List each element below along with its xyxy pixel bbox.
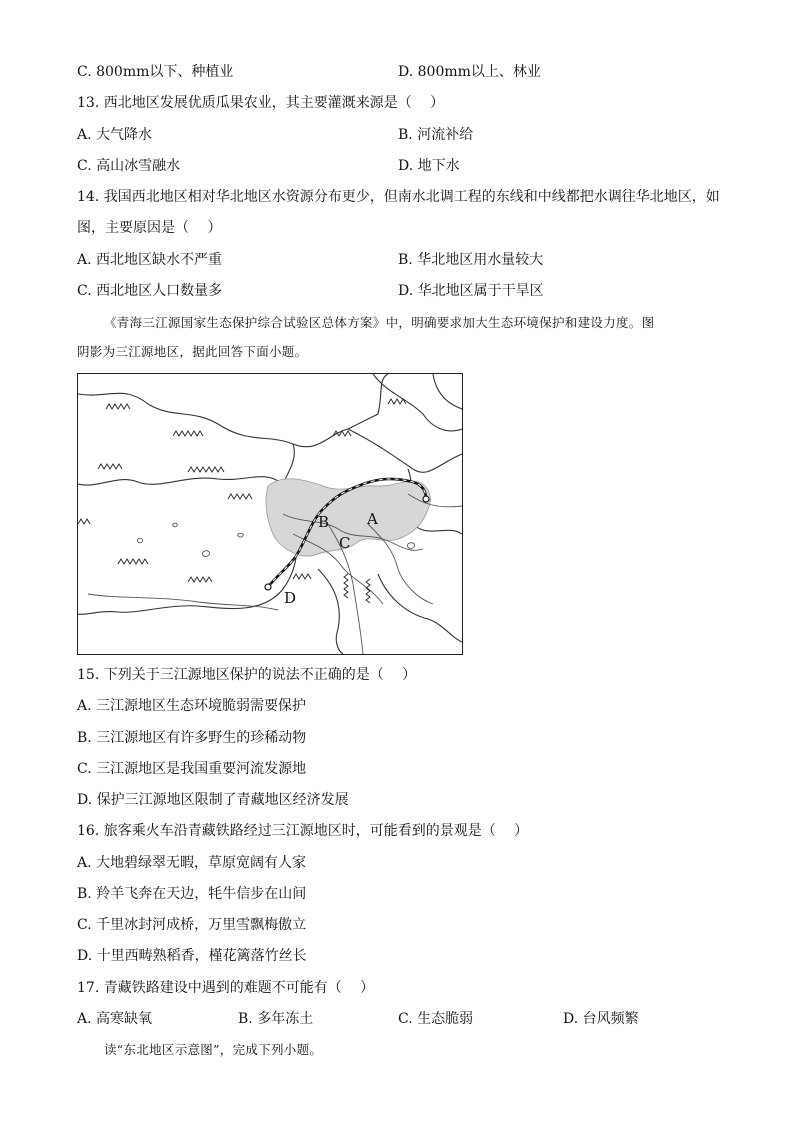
q13-stem: 13. 西北地区发展优质瓜果农业，其主要灌溉来源是（ ） — [77, 95, 445, 111]
q15-option-b: B. 三江源地区有许多野生的珍稀动物 — [77, 730, 307, 746]
q17-option-b: B. 多年冻土 — [238, 1011, 314, 1027]
q14-option-c: C. 西北地区人口数量多 — [77, 283, 223, 299]
q17-option-d: D. 台风频繁 — [563, 1011, 639, 1027]
q15-option-a: A. 三江源地区生态环境脆弱需要保护 — [77, 698, 307, 714]
label-a: A — [367, 510, 378, 528]
intro-line1: 《青海三江源国家生态保护综合试验区总体方案》中，明确要求加大生态环境保护和建设力度。图 — [104, 315, 655, 330]
q16-option-b: B. 羚羊飞奔在天边，牦牛信步在山间 — [77, 886, 307, 902]
lhasa-station-marker — [265, 584, 271, 590]
label-d: D — [284, 589, 297, 607]
q15-option-c: C. 三江源地区是我国重要河流发源地 — [77, 761, 307, 777]
q12-option-d: D. 800mm以上、林业 — [398, 64, 541, 80]
label-c: C — [339, 534, 351, 552]
q13-option-c: C. 高山冰雪融水 — [77, 158, 181, 174]
q16-option-d: D. 十里西畴熟稻香，槿花篱落竹丝长 — [77, 948, 307, 964]
q15-option-d: D. 保护三江源地区限制了青藏地区经济发展 — [77, 792, 349, 808]
xining-station-marker — [423, 496, 429, 502]
intro-line2: 阴影为三江源地区，据此回答下面小题。 — [77, 344, 308, 359]
q16-stem: 16. 旅客乘火车沿青藏铁路经过三江源地区时，可能看到的景观是（ ） — [77, 823, 529, 839]
q14-option-d: D. 华北地区属于干旱区 — [398, 283, 544, 299]
q17-stem: 17. 青藏铁路建设中遇到的难题不可能有（ ） — [77, 980, 375, 996]
q14-option-b: B. 华北地区用水量较大 — [398, 252, 544, 268]
q16-option-a: A. 大地碧绿翠无暇，草原宽阔有人家 — [77, 855, 307, 871]
q13-option-d: D. 地下水 — [398, 158, 460, 174]
label-b: B — [318, 513, 330, 531]
intro2-line1: 读“东北地区示意图”，完成下列小题。 — [104, 1042, 323, 1057]
q17-option-c: C. 生态脆弱 — [398, 1011, 474, 1027]
q12-option-c: C. 800mm以下、种植业 — [77, 64, 234, 80]
q15-stem: 15. 下列关于三江源地区保护的说法不正确的是（ ） — [77, 667, 417, 683]
map-svg — [78, 374, 462, 654]
sanjiangyuan-map — [77, 373, 463, 655]
q14-option-a: A. 西北地区缺水不严重 — [77, 252, 223, 268]
q14-stem-line1: 14. 我国西北地区相对华北地区水资源分布更少，但南水北调工程的东线和中线都把水调往华北地区，如 — [77, 189, 720, 205]
q13-option-a: A. 大气降水 — [77, 127, 153, 143]
q17-option-a: A. 高寒缺氧 — [77, 1011, 153, 1027]
q16-option-c: C. 千里冰封河成桥，万里雪飘梅傲立 — [77, 917, 307, 933]
q13-option-b: B. 河流补给 — [398, 127, 474, 143]
q14-stem-line2: 图，主要原因是（ ） — [77, 220, 222, 236]
